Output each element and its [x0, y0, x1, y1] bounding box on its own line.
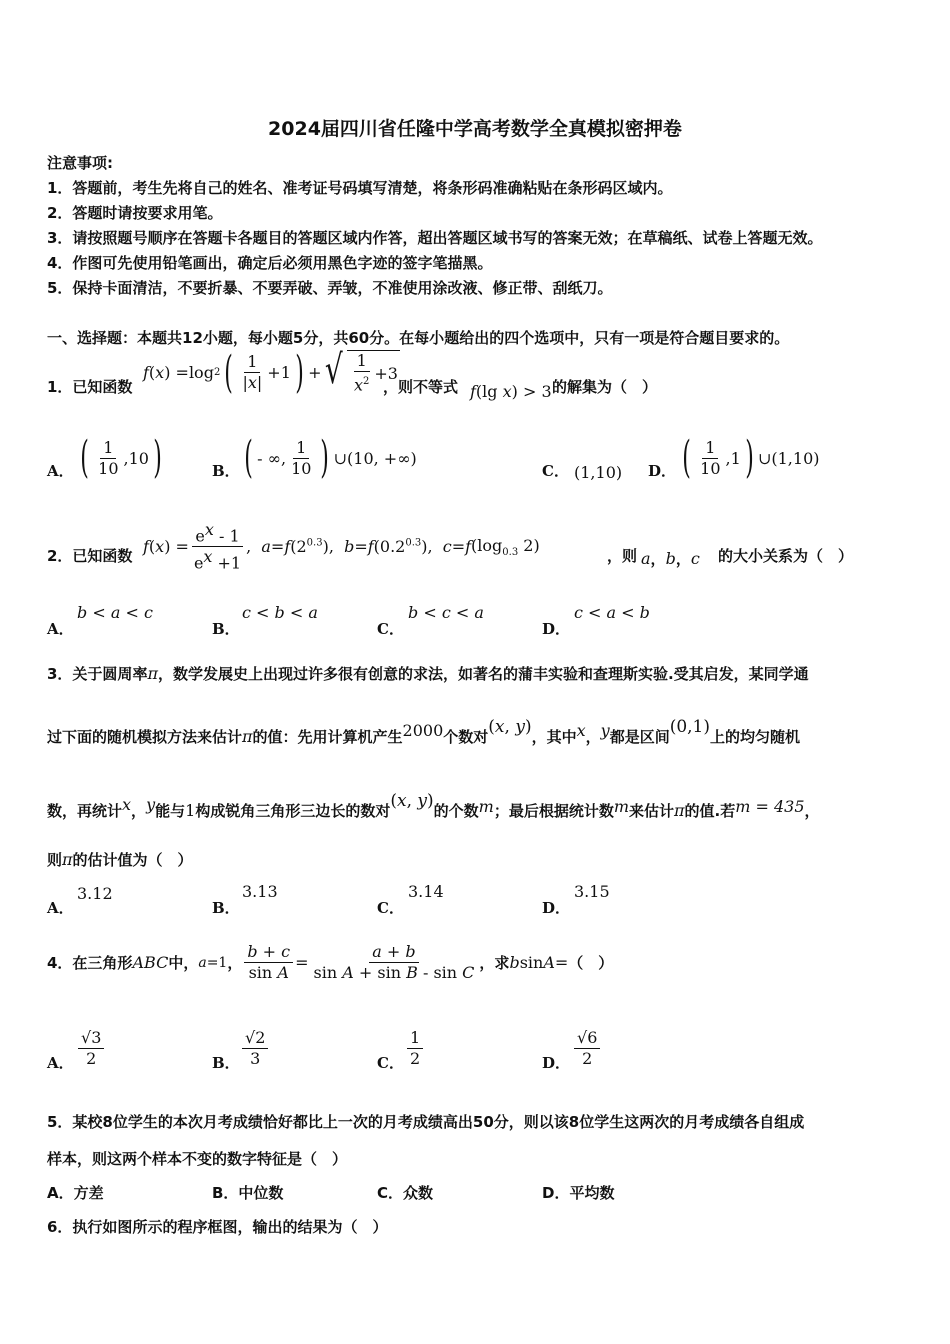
q1-lead: 1．已知函数: [47, 378, 133, 396]
q1-label-a: A．: [47, 462, 74, 480]
q3-option-b[interactable]: 3.13: [242, 882, 278, 901]
q2-lead: 2．已知函数: [47, 547, 133, 565]
q5-line2: 样本，则这两个样本不变的数字特征是（ ）: [47, 1150, 348, 1168]
q4-option-a[interactable]: $\frac{√3}{2}$: [76, 1028, 106, 1069]
q1-label-b: B．: [212, 462, 240, 480]
q4-stem: 4．在三角形 ABC 中， a =1 ， $\frac{b + c}{\text{sin A}}$ = $\frac{a + b}{\text{sin A + sin B - sin C}}$ ，求 b sin A = （ ）: [47, 942, 614, 982]
q1-label-c: C．: [542, 462, 569, 480]
q3-option-a[interactable]: 3.12: [77, 884, 113, 903]
q3-line2: 过下面的随机模拟方法来估计π的值：先用计算机产生2000个数对(x, y)，其中x，y都是区间(0,1)上的均匀随机: [47, 717, 801, 746]
q3-label-b: B．: [212, 899, 240, 917]
q2-option-a[interactable]: b < a < c: [77, 603, 153, 622]
q1-function: f ( x ) =log 2 ( $\frac{1}{|x|}$ +1 ) + √ $\frac{1}{x^2}$ +3: [143, 346, 398, 398]
q6-stem: 6．执行如图所示的程序框图，输出的结果为（ ）: [47, 1218, 388, 1236]
q4-label-a: A．: [47, 1054, 74, 1072]
q2-option-c[interactable]: b < c < a: [408, 603, 484, 622]
q4-option-b[interactable]: $\frac{√2}{3}$: [240, 1028, 270, 1069]
q1-tail: 的解集为（ ）: [552, 378, 658, 396]
q3-label-a: A．: [47, 899, 74, 917]
q2-label-c: C．: [377, 620, 404, 638]
q5-option-b[interactable]: B．中位数: [212, 1184, 284, 1202]
q1-mid: ，则不等式: [383, 378, 459, 396]
q4-label-d: D．: [542, 1054, 571, 1072]
q5-option-d[interactable]: D．平均数: [542, 1184, 615, 1202]
notice-heading: 注意事项:: [47, 154, 113, 172]
q3-label-d: D．: [542, 899, 571, 917]
q3-line1: 3．关于圆周率π，数学发展史上出现过许多很有创意的求法，如著名的蒲丰实验和查理斯实验.受其启发，某同学通: [47, 664, 809, 683]
q1-option-b[interactable]: ( - ∞, $\frac{1}{10}$ ) ∪(10, +∞): [244, 432, 417, 483]
q3-option-c[interactable]: 3.14: [408, 882, 444, 901]
q1-label-d: D．: [648, 462, 677, 480]
section-heading: 一、选择题：本题共12小题，每小题5分，共60分。在每小题给出的四个选项中，只有一项是符合题目要求的。: [47, 329, 790, 347]
q3-label-c: C．: [377, 899, 404, 917]
q4-label-c: C．: [377, 1054, 404, 1072]
q2-function: f ( x ) = $\frac{e^x - 1}{e^x +1}$ , a = f $(2^{0.3})$, b = f $(0.2^{0.3})$, c = f ($\log_{0.3}$ 2): [143, 520, 540, 573]
q2-vars: a，b，c: [641, 549, 700, 568]
notice-item-4: 4．作图可先使用铅笔画出，确定后必须用黑色字迹的签字笔描黑。: [47, 254, 493, 272]
q4-label-b: B．: [212, 1054, 240, 1072]
q2-label-d: D．: [542, 620, 571, 638]
q5-line1: 5．某校8位学生的本次月考成绩恰好都比上一次的月考成绩高出50分，则以该8位学生这两次的月考成绩各自组成: [47, 1113, 805, 1131]
q1-inequality: f(lg x) > 3: [470, 382, 552, 401]
q1-option-c[interactable]: (1,10): [574, 463, 623, 482]
q5-option-a[interactable]: A．方差: [47, 1184, 104, 1202]
q2-label-b: B．: [212, 620, 240, 638]
q2-option-d[interactable]: c < a < b: [574, 603, 650, 622]
notice-item-5: 5．保持卡面清洁，不要折暴、不要弄破、弄皱，不准使用涂改液、修正带、刮纸刀。: [47, 279, 613, 297]
q2-label-a: A．: [47, 620, 74, 638]
q4-option-d[interactable]: $\frac{√6}{2}$: [572, 1028, 602, 1069]
q2-ze: ，则: [607, 547, 638, 565]
q1-option-a[interactable]: ( $\frac{1}{10}$ ,10 ): [80, 432, 162, 483]
q2-tail: 的大小关系为（ ）: [718, 547, 854, 565]
notice-item-3: 3．请按照题号顺序在答题卡各题目的答题区域内作答，超出答题区域书写的答案无效；在草稿纸、试卷上答题无效。: [47, 229, 823, 247]
notice-item-1: 1．答题前，考生先将自己的姓名、准考证号码填写清楚，将条形码准确粘贴在条形码区域内。: [47, 179, 673, 197]
q1-option-d[interactable]: ( $\frac{1}{10}$ ,1 ) ∪(1,10): [682, 432, 820, 483]
q3-line3: 数，再统计x，y能与1构成锐角三角形三边长的数对(x, y)的个数m；最后根据统计数m来估计π的值.若m = 435，: [47, 791, 820, 820]
q2-option-b[interactable]: c < b < a: [242, 603, 318, 622]
q4-option-c[interactable]: $\frac{1}{2}$: [405, 1028, 425, 1069]
notice-item-2: 2．答题时请按要求用笔。: [47, 204, 223, 222]
q3-option-d[interactable]: 3.15: [574, 882, 610, 901]
q3-line4: 则π的估计值为（ ）: [47, 850, 193, 869]
page-title: 2024届四川省任隆中学高考数学全真模拟密押卷: [268, 118, 682, 140]
q5-option-c[interactable]: C．众数: [377, 1184, 434, 1202]
